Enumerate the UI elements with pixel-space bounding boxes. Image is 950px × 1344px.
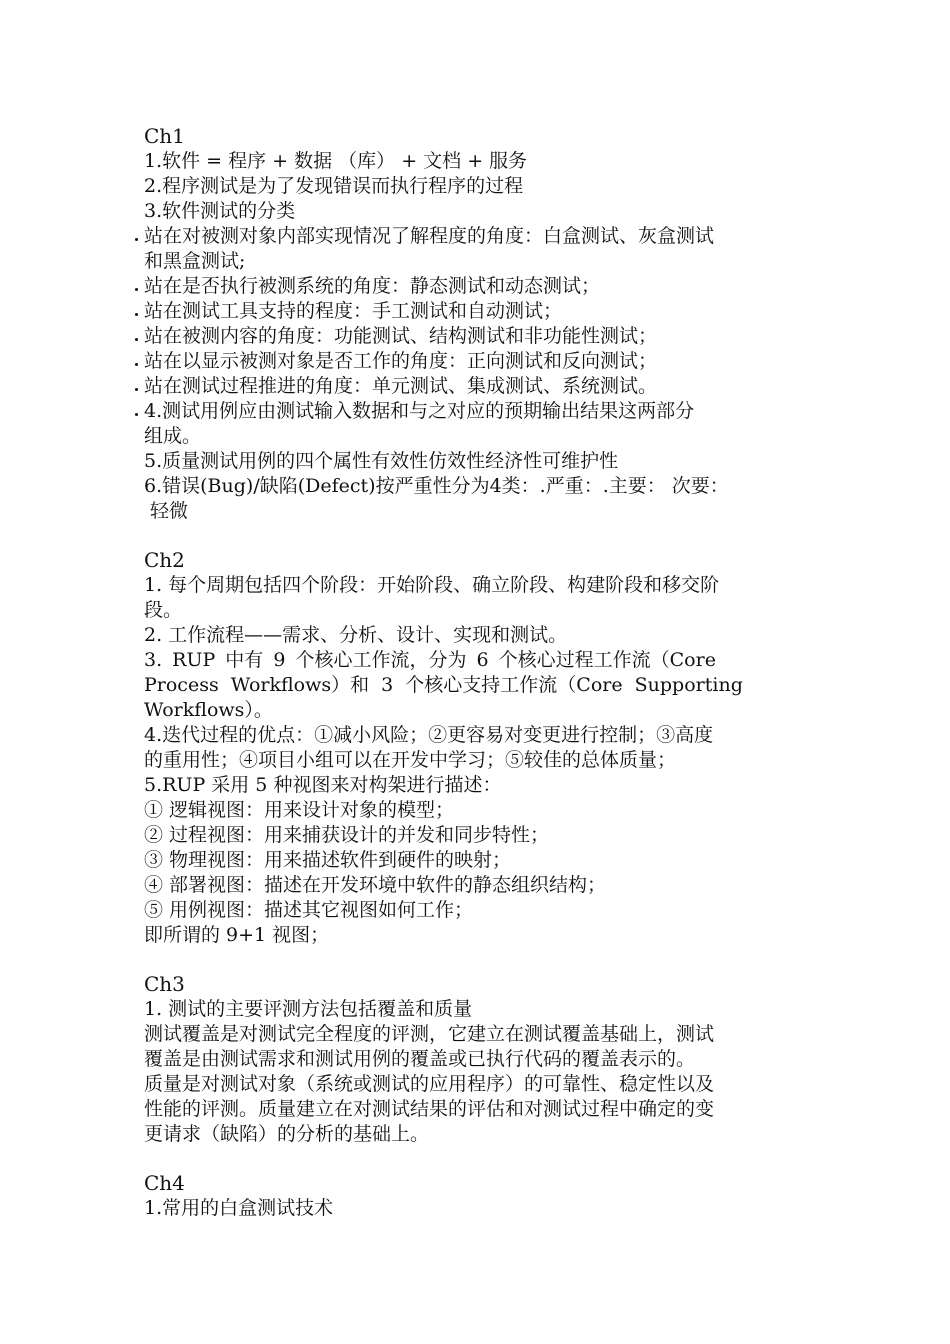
list-item: ① 逻辑视图：用来设计对象的模型； <box>144 799 455 821</box>
paragraph-line: 3.软件测试的分类 <box>144 200 296 222</box>
paragraph-line: 4.迭代过程的优点：①减小风险；②更容易对变更进行控制；③高度 <box>144 724 714 746</box>
paragraph-line: 1. 测试的主要评测方法包括覆盖和质量 <box>144 998 473 1020</box>
bullet-line: 站在测试工具支持的程度：手工测试和自动测试； <box>144 299 814 324</box>
paragraph-line: 组成。 <box>144 425 202 447</box>
paragraph-line: 更请求（缺陷）的分析的基础上。 <box>144 1123 430 1145</box>
paragraph-line: 6.错误(Bug)/缺陷(Defect)按严重性分为4类：.严重：.主要： 次要： <box>144 475 729 497</box>
list-item: ⑤ 用例视图：描述其它视图如何工作； <box>144 899 474 921</box>
document-page <box>144 124 814 1221</box>
bullet-line: 站在以显示被测对象是否工作的角度：正向测试和反向测试； <box>144 349 814 374</box>
paragraph-line: Process Workflows）和 3 个核心支持工作流（Core Supporting <box>144 674 743 696</box>
section-heading-ch1: Ch1 <box>144 124 185 148</box>
paragraph-line: 性能的评测。质量建立在对测试结果的评估和对测试过程中确定的变 <box>144 1098 715 1120</box>
paragraph-line: 5.质量测试用例的四个属性有效性仿效性经济性可维护性 <box>144 450 619 472</box>
paragraph-line: 测试覆盖是对测试完全程度的评测，它建立在测试覆盖基础上，测试 <box>144 1023 715 1045</box>
section-heading-ch4: Ch4 <box>144 1171 185 1195</box>
bullet-line: 站在测试过程推进的角度：单元测试、集成测试、系统测试。 <box>144 374 814 399</box>
paragraph-line: 3. RUP 中有 9 个核心工作流，分为 6 个核心过程工作流（Core <box>144 649 716 671</box>
paragraph-line: 轻微 <box>144 500 189 522</box>
bullet-line: 站在是否执行被测系统的角度：静态测试和动态测试； <box>144 274 814 299</box>
paragraph-line: 1.软件 = 程序 + 数据 （库） + 文档 + 服务 <box>144 150 528 172</box>
paragraph-line: 和黑盒测试; <box>144 250 246 272</box>
paragraph-line: 覆盖是由测试需求和测试用例的覆盖或已执行代码的覆盖表示的。 <box>144 1048 696 1070</box>
section-heading-ch2: Ch2 <box>144 548 185 572</box>
list-item: ③ 物理视图：用来描述软件到硬件的映射； <box>144 849 512 871</box>
paragraph-line: 5.RUP 采用 5 种视图来对构架进行描述： <box>144 774 502 796</box>
paragraph-line: 2. 工作流程——需求、分析、设计、实现和测试。 <box>144 624 568 646</box>
section-gap <box>144 524 814 548</box>
paragraph-line: 1.常用的白盒测试技术 <box>144 1197 334 1219</box>
paragraph-line: 1. 每个周期包括四个阶段：开始阶段、确立阶段、构建阶段和移交阶 <box>144 574 720 596</box>
section-gap <box>144 948 814 972</box>
section-heading-ch3: Ch3 <box>144 972 185 996</box>
paragraph-line: 即所谓的 9+1 视图； <box>144 924 330 946</box>
list-item: ④ 部署视图：描述在开发环境中软件的静态组织结构； <box>144 874 607 896</box>
section-gap <box>144 1147 814 1171</box>
bullet-line: 站在被测内容的角度：功能测试、结构测试和非功能性测试； <box>144 324 814 349</box>
paragraph-line: 2.程序测试是为了发现错误而执行程序的过程 <box>144 175 524 197</box>
paragraph-line: 质量是对测试对象（系统或测试的应用程序）的可靠性、稳定性以及 <box>144 1073 715 1095</box>
paragraph-line: Workflows）。 <box>144 699 273 721</box>
paragraph-line: 的重用性；④项目小组可以在开发中学习；⑤较佳的总体质量； <box>144 749 677 771</box>
bullet-line: 站在对被测对象内部实现情况了解程度的角度：白盒测试、灰盒测试 <box>144 224 814 249</box>
paragraph-line: 段。 <box>144 599 183 621</box>
list-item: ② 过程视图：用来捕获设计的并发和同步特性； <box>144 824 550 846</box>
paragraph-line: 4.测试用例应由测试输入数据和与之对应的预期输出结果这两部分 <box>144 399 814 424</box>
